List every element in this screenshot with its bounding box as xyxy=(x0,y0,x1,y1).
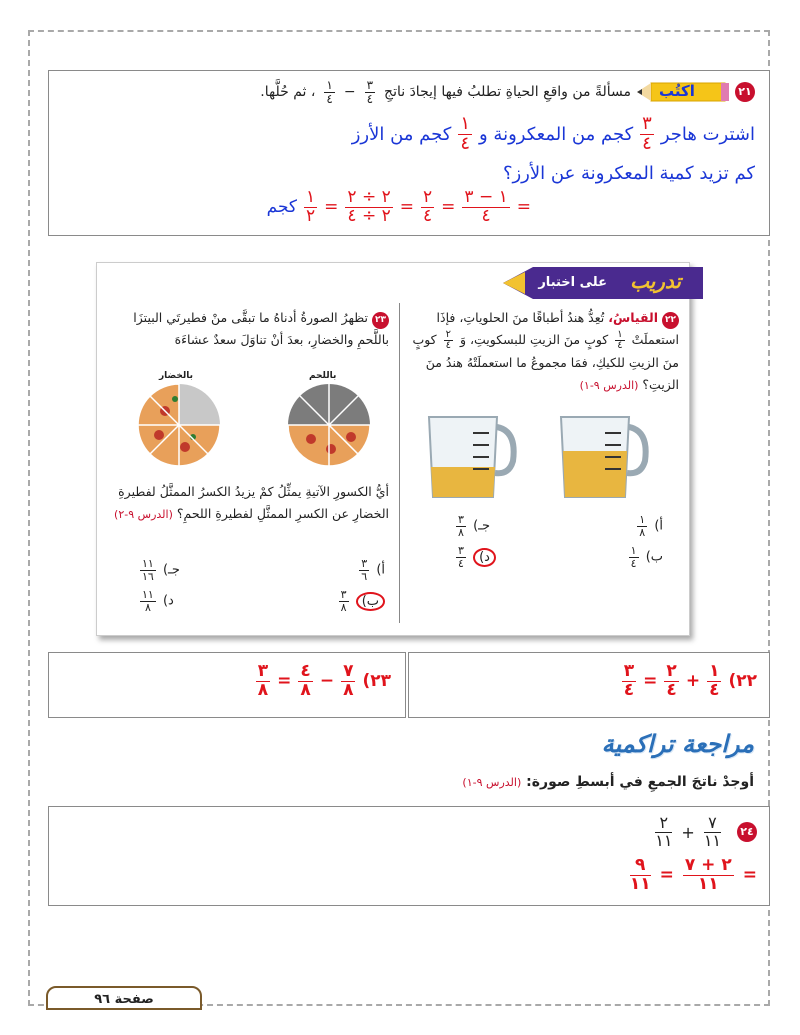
q24-box xyxy=(48,806,770,906)
pencil-icon xyxy=(637,80,729,104)
answer-23-result: $\frac{٣}{٨}$ xyxy=(257,661,269,700)
pizza-meat-icon xyxy=(288,384,370,466)
eq-sign: = xyxy=(441,197,456,218)
eq-sign: = xyxy=(324,197,339,218)
page-number-tab xyxy=(46,986,202,1010)
q21-badge: اكتُب xyxy=(659,82,695,101)
answer-22-frac-2: $\frac{٢}{٤}$ xyxy=(666,661,677,700)
cup-right xyxy=(561,417,646,497)
pizza-veg-label: بالخضار xyxy=(159,371,194,381)
eq-sign: = xyxy=(659,865,674,886)
q22-choice-c[interactable]: جـ) $\frac{٣}{٨}$ xyxy=(458,512,490,539)
q23-text-b: أيُّ الكسورِ الآتيةِ يمثِّلُ كمْ يزيدُ الكسرُ الممثَّلُ لفطيرةِ الخضارِ عن الكسرِ الممثَّلِ لفطيرةِ اللحمِ؟ xyxy=(118,484,389,521)
q21-prompt-frac1: $\frac{٣}{٤}$ xyxy=(366,78,374,106)
test-prep-banner xyxy=(503,263,703,303)
q23-choice-a[interactable]: أ) $\frac{٣}{٦}$ xyxy=(361,556,385,583)
q21-sol-frac-3: $\frac{٢ \div ٢}{٢ \div ٤}$ xyxy=(347,187,391,226)
q23-choice-b[interactable]: ب) $\frac{٣}{٨}$ xyxy=(336,589,385,613)
q21-prompt: مسألةً من واقعِ الحياةِ تطلبُ فيها إيجادَ ناتجِ xyxy=(384,84,631,101)
eq-sign: = xyxy=(742,865,757,886)
q21-line1-frac1: $\frac{٣}{٤}$ xyxy=(642,113,652,154)
pizza-images xyxy=(127,381,387,471)
q21-solution xyxy=(267,189,531,226)
eq-sign: = xyxy=(643,671,658,692)
answer-22-frac-1: $\frac{١}{٤}$ xyxy=(709,661,720,700)
review-instruction-row xyxy=(462,774,754,790)
minus-sign: − xyxy=(319,671,335,692)
q23-choices xyxy=(137,555,385,617)
q21-answer-line1 xyxy=(352,115,755,154)
minus-sign: − xyxy=(343,84,356,101)
q21-sol-frac-1: $\frac{١ - ٣}{٤}$ xyxy=(464,187,508,226)
q21-line1-frac2: $\frac{١}{٤}$ xyxy=(460,113,470,154)
q24-number: ٢٤ xyxy=(737,822,757,842)
q22-choices xyxy=(413,511,663,573)
q21-prompt-frac2: $\frac{١}{٤}$ xyxy=(326,78,333,106)
q22-text-b: كوبٍ منَ الزيتِ للبسكويتِ، وَ xyxy=(459,332,609,347)
q21-line1-text-a: اشترت هاجر xyxy=(660,123,755,145)
measuring-cups-image xyxy=(417,411,657,503)
q21-answer-line2: كم تزيد كمية المعكرونة عن الأرز؟ xyxy=(502,163,755,184)
q22-frac-a: $\frac{١}{٤}$ xyxy=(617,328,623,351)
q23-ref: (الدرس ٩-٢) xyxy=(114,508,173,521)
q23 xyxy=(111,307,389,351)
pizza-meat-label: باللحم xyxy=(309,371,337,381)
answer-23-frac-1: $\frac{٧}{٨}$ xyxy=(343,661,354,700)
q21-prompt-row xyxy=(260,79,755,105)
q21-line1-text-b: كجم من المعكرونة و xyxy=(479,123,634,145)
review-instruction: أوجدْ ناتجَ الجمعِ في أبسطِ صورة: xyxy=(526,774,754,790)
q22-ref: (الدرس ٩-١) xyxy=(579,378,639,392)
q23-selected-circle: ب) xyxy=(356,592,385,611)
eq-sign: = xyxy=(516,197,531,218)
q21-number: ٢١ xyxy=(735,82,755,102)
review-title: مراجعة تراكمية xyxy=(601,730,754,758)
q24-result: $\frac{٩}{١١}$ xyxy=(629,855,651,894)
q24-step: $\frac{٢ + ٧}{١١}$ xyxy=(684,855,732,894)
q21-prompt-end: ، ثم حُلَّها. xyxy=(260,84,316,101)
plus-sign: + xyxy=(681,822,695,842)
q23-choice-d[interactable]: د) $\frac{١١}{٨}$ xyxy=(142,587,174,614)
q24-frac-2: $\frac{٢}{١١}$ xyxy=(655,813,673,850)
q21-sol-unit: كجم xyxy=(266,197,298,218)
q22-choice-a[interactable]: أ) $\frac{١}{٨}$ xyxy=(639,512,663,539)
answer-23-frac-2: $\frac{٤}{٨}$ xyxy=(300,661,311,700)
review-ref: (الدرس ٩-١) xyxy=(462,776,522,789)
plus-sign: + xyxy=(685,671,701,692)
answer-23 xyxy=(253,663,391,700)
answer-22 xyxy=(619,663,757,700)
q23-text-top xyxy=(111,307,389,351)
banner-subtitle: على اختبار xyxy=(538,275,607,290)
q21-sol-frac-2: $\frac{٢}{٤}$ xyxy=(423,187,433,226)
q21-line1-text-c: كجم من الأرز xyxy=(351,123,452,145)
answer-23-box xyxy=(48,652,406,718)
q22-number: ٢٢ xyxy=(662,312,679,329)
answer-23-label: ٢٣) xyxy=(362,671,391,692)
q22-keyword: القياسُ، xyxy=(608,310,659,325)
q22-text-a: تُعِدُّ هندُ أطباقًا منَ الحلوياتِ، فإذَا استعملَتْ xyxy=(436,310,679,347)
answer-22-label: ٢٢) xyxy=(728,671,757,692)
q23-choice-c[interactable]: جـ) $\frac{١١}{١٦}$ xyxy=(142,556,180,583)
answer-22-result: $\frac{٣}{٤}$ xyxy=(623,661,635,700)
eq-sign: = xyxy=(277,671,292,692)
q22 xyxy=(399,307,679,397)
q23-number: ٢٣ xyxy=(372,312,389,329)
q21-sol-frac-4: $\frac{١}{٢}$ xyxy=(306,187,316,226)
q22-text xyxy=(399,307,679,397)
pizza-veg-icon xyxy=(138,384,220,466)
answer-22-box xyxy=(408,652,770,718)
eq-sign: = xyxy=(399,197,415,218)
test-prep-panel xyxy=(96,262,690,636)
q22-frac-b: $\frac{٢}{٤}$ xyxy=(445,328,451,351)
page-number: صفحة ٩٦ xyxy=(94,992,154,1007)
q24-solution xyxy=(627,857,757,894)
q23-question xyxy=(111,481,389,526)
q21-box xyxy=(48,70,770,236)
banner-title: تدريب xyxy=(630,269,681,293)
q22-choice-d[interactable]: د) $\frac{٣}{٤}$ xyxy=(453,545,496,569)
q22-choice-b[interactable]: ب) $\frac{١}{٤}$ xyxy=(630,543,663,570)
cup-left xyxy=(429,417,514,497)
q24-problem xyxy=(652,815,757,850)
q24-frac-1: $\frac{٧}{١١}$ xyxy=(703,813,721,850)
q22-selected-circle: د) xyxy=(473,548,496,567)
q22-text-c: كوبٍ منَ الزيتِ للكيكِ، فمَا مجموعُ ما استعملَتْهُ هندُ منَ الزيتِ؟ xyxy=(412,332,679,392)
q23-text-a: تظهرُ الصورةُ أدناهُ ما تبقَّى منْ فطيرتَي البيتزَا باللَّحمِ والخضارِ، بعدَ أنْ تناوَلَ سعدٌ عشاءَهَ xyxy=(133,310,389,347)
